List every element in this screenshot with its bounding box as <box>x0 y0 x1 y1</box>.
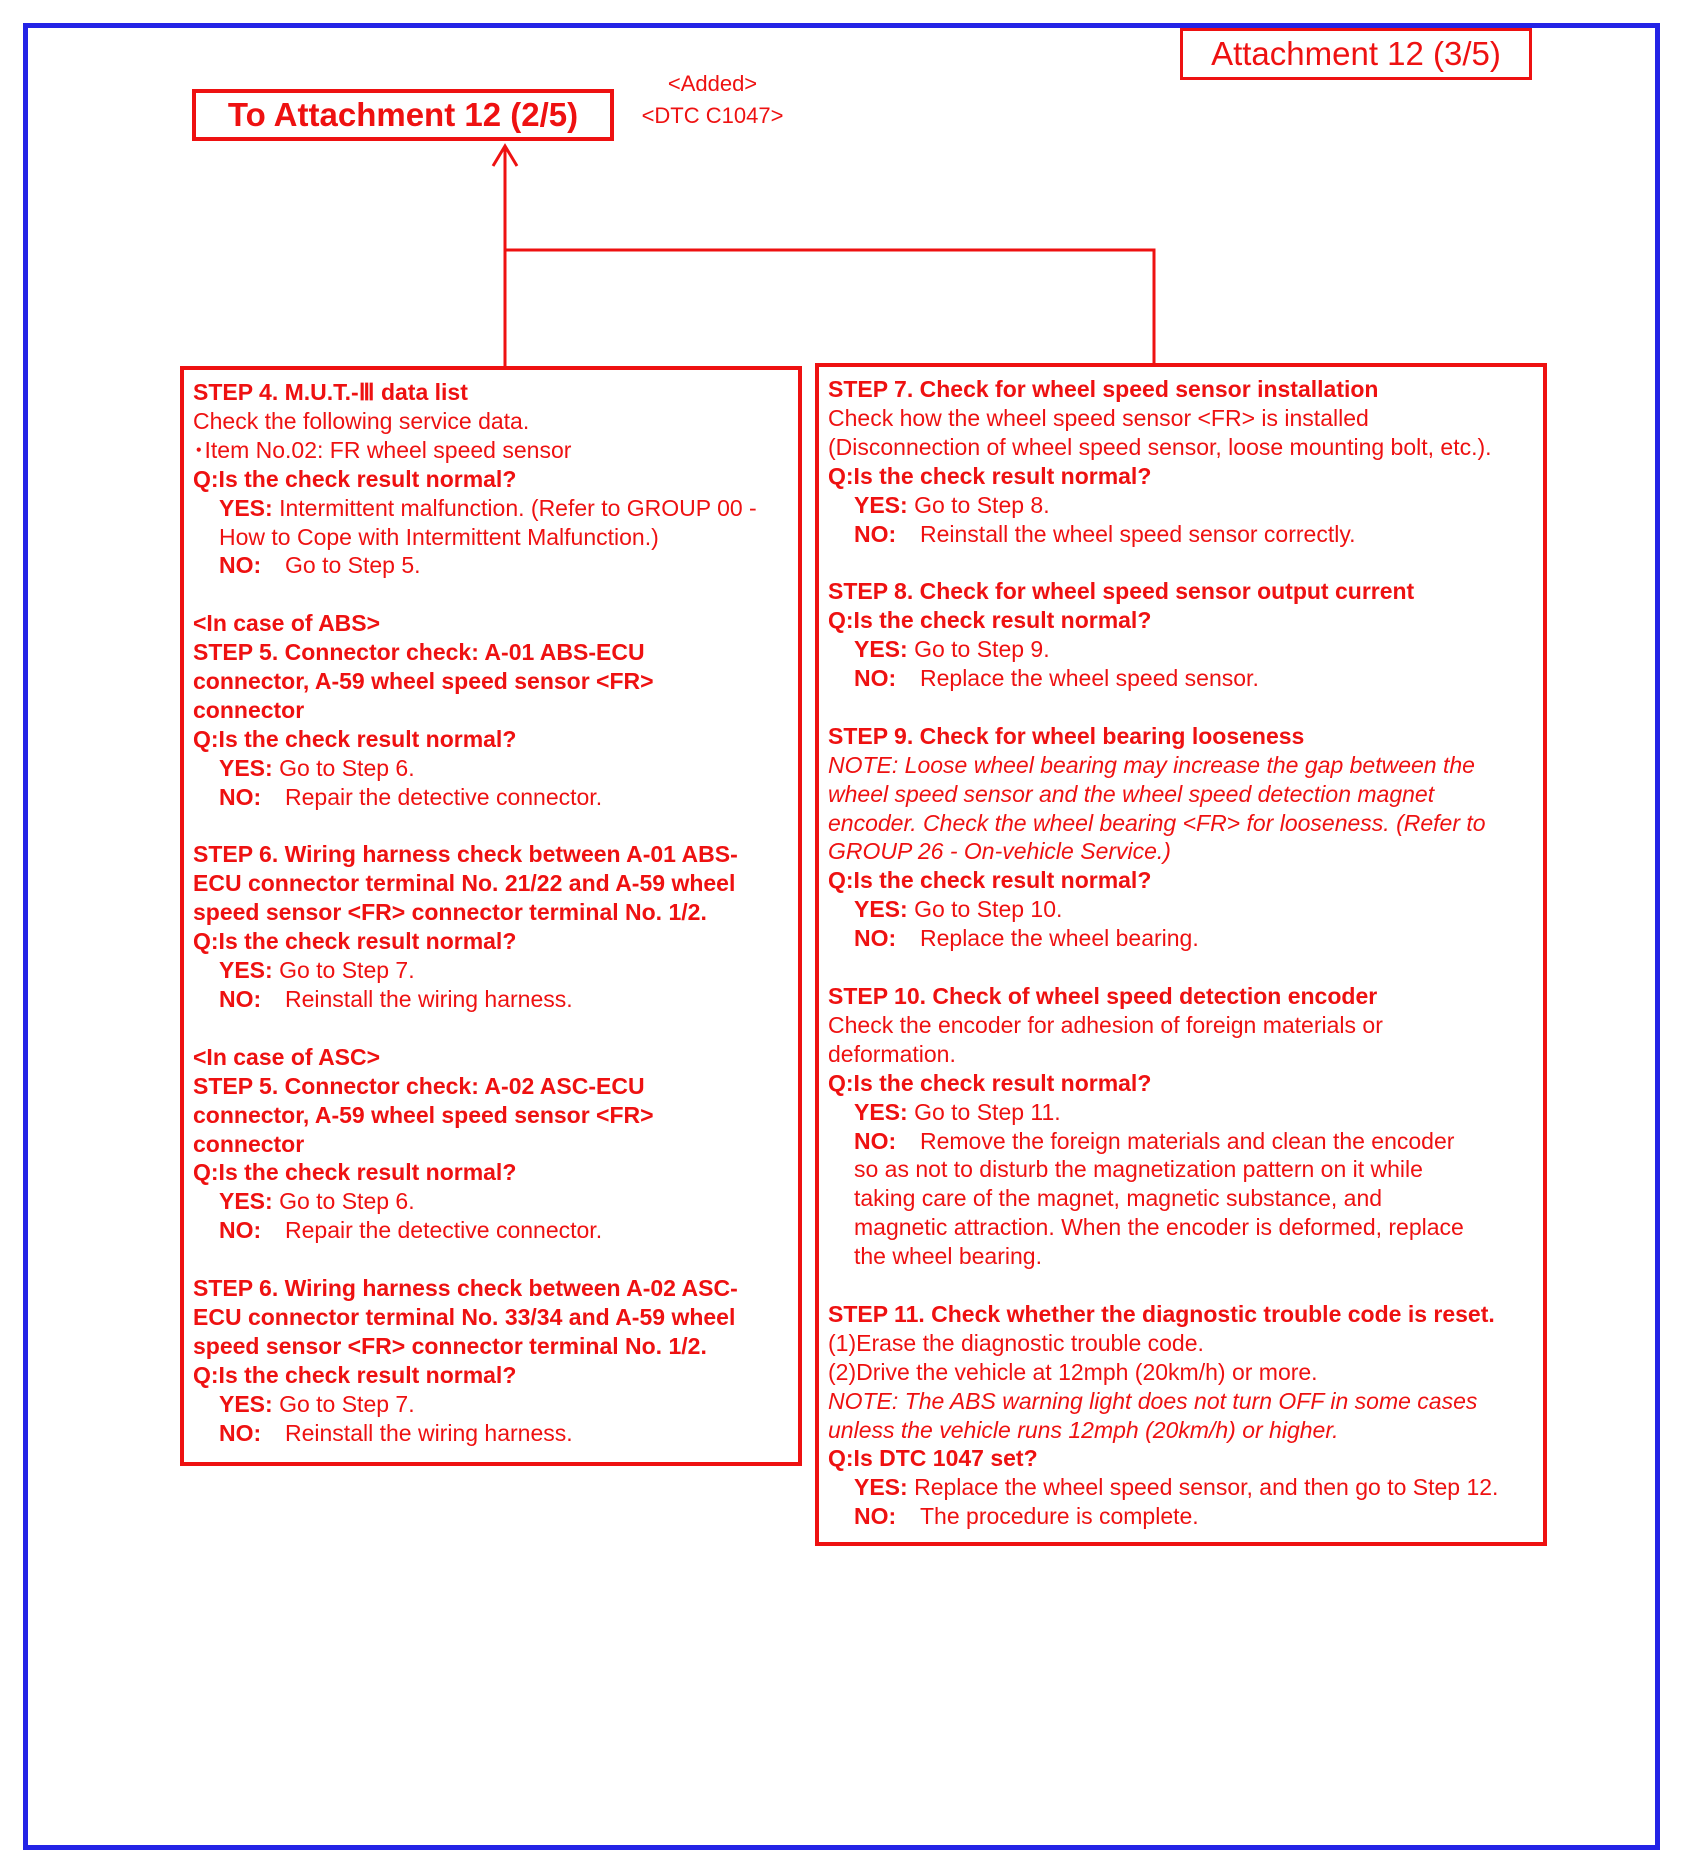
text-line <box>193 1361 798 1390</box>
text-line <box>193 869 798 898</box>
line-text: STEP 9. Check for wheel bearing looseness <box>828 722 1305 749</box>
spacer <box>828 953 1543 982</box>
line-text: encoder. Check the wheel bearing <FR> for looseness. (Refer to <box>828 809 1486 836</box>
text-line <box>828 1358 1543 1387</box>
line-text: Go to Step 6. <box>272 754 415 781</box>
text-line <box>193 1216 798 1245</box>
line-text: Reinstall the wiring harness. <box>285 986 573 1012</box>
text-line <box>193 1158 798 1187</box>
line-text: speed sensor <FR> connector terminal No. 1/2. <box>193 899 707 926</box>
text-line <box>828 1387 1543 1416</box>
text-line <box>193 1101 798 1130</box>
line-text: STEP 10. Check of wheel speed detection encoder <box>828 982 1378 1009</box>
text-line <box>193 1332 798 1361</box>
line-text: Remove the foreign materials and clean the encoder <box>920 1127 1455 1154</box>
yes-label: YES: <box>854 1474 908 1501</box>
text-line <box>193 465 798 494</box>
yes-label: YES: <box>219 1188 273 1215</box>
text-line <box>828 722 1543 751</box>
text-line <box>828 895 1543 924</box>
text-line <box>828 664 1543 693</box>
line-text: taking care of the magnet, magnetic substance, and <box>854 1185 1383 1212</box>
line-text: Go to Step 8. <box>907 491 1050 518</box>
line-text: Go to Step 10. <box>907 896 1063 923</box>
yes-label: YES: <box>219 957 273 984</box>
to-attachment-box: To Attachment 12 (2/5) <box>192 89 614 141</box>
yes-label: YES: <box>219 754 273 781</box>
no-label: NO: <box>854 665 897 692</box>
no-label: NO: <box>854 1503 897 1530</box>
line-text: Reinstall the wheel speed sensor correctly. <box>920 520 1356 547</box>
line-text: connector, A-59 wheel speed sensor <FR> <box>193 1101 654 1128</box>
line-text: ECU connector terminal No. 21/22 and A-59 wheel <box>193 870 736 897</box>
text-line <box>828 809 1543 838</box>
line-text: magnetic attraction. When the encoder is deformed, replace <box>854 1214 1464 1241</box>
line-text: ECU connector terminal No. 33/34 and A-59 wheel <box>193 1303 736 1330</box>
line-text: Q:Is the check result normal? <box>193 725 517 752</box>
line-text: The procedure is complete. <box>920 1503 1199 1530</box>
line-text: NOTE: Loose wheel bearing may increase the gap between the <box>828 751 1475 778</box>
no-label: NO: <box>219 1419 262 1446</box>
line-text: Q:Is DTC 1047 set? <box>828 1445 1038 1472</box>
spacer <box>193 1014 798 1043</box>
line-text: Check the encoder for adhesion of foreign materials or <box>828 1011 1383 1038</box>
line-text: STEP 6. Wiring harness check between A-01 ABS- <box>193 841 738 868</box>
line-text: Q:Is the check result normal? <box>193 1361 517 1388</box>
yes-label: YES: <box>854 491 908 518</box>
line-text: How to Cope with Intermittent Malfunction.) <box>219 523 659 550</box>
spacer <box>193 580 798 609</box>
yes-label: YES: <box>854 636 908 663</box>
text-line <box>193 1303 798 1332</box>
line-text: STEP 11. Check whether the diagnostic trouble code is reset. <box>828 1300 1495 1327</box>
text-line <box>828 404 1543 433</box>
text-line <box>828 1473 1543 1502</box>
line-text: Q:Is the check result normal? <box>828 1069 1152 1096</box>
no-label: NO: <box>219 1217 262 1244</box>
line-text: STEP 5. Connector check: A-02 ASC-ECU <box>193 1072 645 1099</box>
line-text: Check the following service data. <box>193 407 530 434</box>
no-label: NO: <box>219 552 262 579</box>
text-line <box>193 754 798 783</box>
text-line <box>193 667 798 696</box>
yes-label: YES: <box>219 494 273 521</box>
line-text: connector <box>193 1130 305 1157</box>
text-line <box>193 523 798 552</box>
spacer <box>193 812 798 841</box>
text-line <box>193 494 798 523</box>
yes-label: YES: <box>219 1390 273 1417</box>
text-line <box>193 436 798 465</box>
text-line <box>193 956 798 985</box>
text-line <box>828 606 1543 635</box>
no-label: NO: <box>219 986 262 1012</box>
text-line <box>193 1043 798 1072</box>
line-text: Q:Is the check result normal? <box>828 462 1152 489</box>
text-line <box>828 1213 1543 1242</box>
line-text: Intermittent malfunction. (Refer to GROUP 00 - <box>272 494 757 521</box>
line-text: Q:Is the check result normal? <box>193 465 517 492</box>
text-line <box>828 924 1543 953</box>
line-text: STEP 4. M.U.T.-Ⅲ data list <box>193 379 468 405</box>
line-text: wheel speed sensor and the wheel speed detection magnet <box>828 780 1435 807</box>
text-line <box>828 433 1543 462</box>
text-line <box>193 783 798 812</box>
text-line <box>193 1187 798 1216</box>
text-line <box>193 1130 798 1159</box>
text-line <box>828 1329 1543 1358</box>
text-line <box>193 1390 798 1419</box>
line-text: STEP 6. Wiring harness check between A-02 ASC- <box>193 1275 738 1302</box>
text-line <box>828 375 1543 404</box>
line-text: GROUP 26 - On-vehicle Service.) <box>828 838 1171 865</box>
text-line <box>193 551 798 580</box>
line-text: Go to Step 6. <box>272 1188 415 1215</box>
line-text: (1)Erase the diagnostic trouble code. <box>828 1329 1204 1356</box>
line-text: unless the vehicle runs 12mph (20km/h) or higher. <box>828 1416 1339 1443</box>
line-text: Repair the detective connector. <box>285 1217 603 1244</box>
text-line <box>828 1098 1543 1127</box>
line-text: Q:Is the check result normal? <box>828 607 1152 634</box>
text-line <box>193 378 798 407</box>
line-text: <In case of ABS> <box>193 610 381 637</box>
right-steps-box <box>815 363 1547 1546</box>
line-text: Go to Step 11. <box>907 1098 1061 1125</box>
line-text: Replace the wheel bearing. <box>920 925 1199 952</box>
text-line <box>193 725 798 754</box>
line-text: STEP 7. Check for wheel speed sensor installation <box>828 376 1379 402</box>
text-line <box>828 520 1543 549</box>
dtc-label: <DTC C1047> <box>641 103 784 128</box>
line-text: NOTE: The ABS warning light does not turn OFF in some cases <box>828 1387 1478 1414</box>
text-line <box>828 1069 1543 1098</box>
text-line <box>193 1072 798 1101</box>
text-line <box>193 985 798 1014</box>
line-text: Q:Is the check result normal? <box>828 867 1152 894</box>
no-label: NO: <box>854 520 897 547</box>
text-line <box>828 462 1543 491</box>
spacer <box>828 1271 1543 1300</box>
line-text: Reinstall the wiring harness. <box>285 1419 573 1446</box>
text-line <box>828 866 1543 895</box>
attachment-label: Attachment 12 (3/5) <box>1180 28 1532 80</box>
text-line <box>828 1444 1543 1473</box>
line-text: <In case of ASC> <box>193 1043 381 1070</box>
text-line <box>828 780 1543 809</box>
text-line <box>193 696 798 725</box>
line-text: connector, A-59 wheel speed sensor <FR> <box>193 668 654 695</box>
line-text: Go to Step 7. <box>272 1390 415 1417</box>
text-line <box>828 1416 1543 1445</box>
text-line <box>828 1155 1543 1184</box>
line-text: Replace the wheel speed sensor, and then go to Step 12. <box>907 1474 1499 1501</box>
line-text: Repair the detective connector. <box>285 783 603 810</box>
text-line <box>828 491 1543 520</box>
text-line <box>193 638 798 667</box>
text-line <box>828 635 1543 664</box>
line-text: so as not to disturb the magnetization pattern on it while <box>854 1156 1423 1183</box>
spacer <box>828 548 1543 577</box>
text-line <box>828 1127 1543 1156</box>
line-text: ･Item No.02: FR wheel speed sensor <box>193 436 572 463</box>
text-line <box>828 751 1543 780</box>
line-text: speed sensor <FR> connector terminal No. 1/2. <box>193 1332 707 1359</box>
text-line <box>828 1300 1543 1329</box>
yes-label: YES: <box>854 1098 908 1125</box>
text-line <box>828 577 1543 606</box>
line-text: Replace the wheel speed sensor. <box>920 665 1259 692</box>
line-text: Check how the wheel speed sensor <FR> is installed <box>828 404 1369 431</box>
text-line <box>828 1184 1543 1213</box>
spacer <box>193 1245 798 1274</box>
no-label: NO: <box>854 925 897 952</box>
text-line <box>193 840 798 869</box>
line-text: STEP 5. Connector check: A-01 ABS-ECU <box>193 639 645 666</box>
text-line <box>828 1040 1543 1069</box>
line-text: the wheel bearing. <box>854 1243 1042 1270</box>
connector-branch <box>505 250 1154 363</box>
line-text: (2)Drive the vehicle at 12mph (20km/h) or more. <box>828 1358 1318 1385</box>
left-steps-box <box>180 366 802 1466</box>
line-text: connector <box>193 696 305 723</box>
text-line <box>193 407 798 436</box>
line-text: Go to Step 9. <box>907 636 1050 663</box>
line-text: Q:Is the check result normal? <box>193 928 517 955</box>
line-text: Go to Step 5. <box>285 552 421 579</box>
line-text: Go to Step 7. <box>272 957 415 984</box>
spacer <box>828 693 1543 722</box>
line-text: Q:Is the check result normal? <box>193 1159 517 1186</box>
text-line <box>828 1502 1543 1531</box>
line-text: STEP 8. Check for wheel speed sensor output current <box>828 578 1415 605</box>
text-line <box>193 898 798 927</box>
text-line <box>193 927 798 956</box>
text-line <box>828 837 1543 866</box>
added-label: <Added> <box>667 71 758 96</box>
text-line <box>828 1242 1543 1271</box>
no-label: NO: <box>854 1127 897 1154</box>
text-line <box>193 1419 798 1448</box>
no-label: NO: <box>219 783 262 810</box>
text-line <box>193 1274 798 1303</box>
text-line <box>828 1011 1543 1040</box>
line-text: (Disconnection of wheel speed sensor, loose mounting bolt, etc.). <box>828 433 1492 460</box>
yes-label: YES: <box>854 896 908 923</box>
line-text: deformation. <box>828 1040 956 1067</box>
text-line <box>828 982 1543 1011</box>
text-line <box>193 609 798 638</box>
